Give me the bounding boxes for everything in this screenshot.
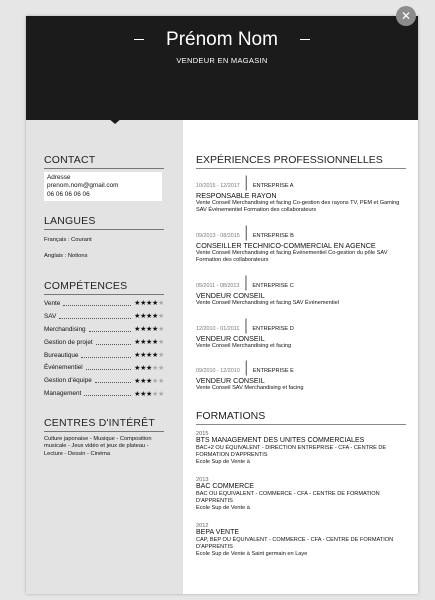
separator: | [239,273,253,291]
skill-label: Gestion d'équipe [44,377,92,385]
experience-item [196,359,406,392]
language-item: Français : Courant [44,237,92,243]
contact-box [44,172,162,201]
skill-rating [134,364,164,372]
section-divider [44,229,164,230]
experiences-title: EXPÉRIENCES PROFESSIONNELLES [196,154,383,166]
sidebar [26,120,183,594]
skill-rating [134,351,164,359]
skill-leader [84,391,131,396]
experience-dates: 09/2013 - 08/2015 [196,232,240,239]
star-filled-icon: ★★★★ [134,352,159,359]
experience-role: VENDEUR CONSEIL [196,333,265,343]
formation-item [196,523,406,558]
skill-leader [81,353,131,358]
experience-role: VENDEUR CONSEIL [196,376,265,386]
skill-label: SAV [44,312,57,320]
skill-row [44,336,164,349]
separator: | [239,174,253,191]
skill-row [44,349,164,362]
formation-school: Ecole Sup de Vente à [196,459,250,466]
skill-label: Gestion de projet [44,338,93,346]
formation-year: 2015 [196,431,209,438]
formation-list [196,431,406,557]
skill-leader [59,314,131,319]
job-title: VENDEUR EN MAGASIN [176,56,268,65]
separator: | [239,359,253,377]
formation-school: Ecole Sup de Vente à Saint germain en Laye [196,550,308,557]
experience-desc: Vente Conseil Merchandising et facing Co-gestion des rayons TV, PEM et Gaming SAV Événementiel Formation des collaborateurs [196,200,400,213]
experience-company: ENTREPRISE C [252,282,294,289]
formation-desc: BAC+2 OU ÉQUIVALENT - DIRECTION ENTREPRISE - CFA - CENTRE DE FORMATION D'APPRENTIS [196,445,387,459]
full-name: Prénom Nom [166,29,278,50]
experience-company: ENTREPRISE A [252,183,294,189]
experience-desc: Vente Conseil SAV Merchandising et facing [196,385,304,392]
experiences-section [196,154,406,392]
experience-item [196,224,406,264]
experience-item [196,274,406,307]
separator: | [239,223,253,241]
section-divider [44,168,164,169]
interests-section [44,417,164,458]
formation-year: 2012 [196,522,209,529]
interests-title: CENTRES D'INTÉRÊT [44,417,155,429]
experience-desc: Vente Conseil Merchandising et facing SAV Événementiel [196,299,339,306]
experience-item [196,317,406,350]
formation-school: Ecole Sup de Vente à [196,504,250,511]
skill-row [44,297,164,310]
skill-label: Vente [44,299,61,307]
skill-rating [134,390,164,398]
experience-dates: 10/2015 - 12/2017 [196,183,240,189]
formation-item [196,431,406,466]
skills-title: COMPÉTENCES [44,280,128,292]
star-empty-icon: ★★ [152,390,164,398]
contact-address: Adresse [47,174,71,181]
experience-company: ENTREPRISE E [252,368,294,375]
section-divider [196,424,406,425]
experience-dates: 12/2010 - 01/2011 [196,325,240,332]
interests-text: Culture japonaise - Musique - Composition musicale - Jeux vidéo et jeux de plateau - Lecture - Dessin - Cinéma [44,436,152,457]
star-empty-icon: ★ [158,313,164,321]
skill-leader [63,301,131,306]
resume-page [26,16,418,594]
skill-row [44,323,164,336]
section-divider [44,431,164,432]
separator: | [239,316,253,334]
skill-row [44,361,164,374]
star-filled-icon: ★★★★ [134,326,159,334]
skill-row [44,310,164,323]
languages-title: LANGUES [44,215,96,227]
skill-label: Merchandising [44,325,86,333]
formations-title: FORMATIONS [196,410,266,423]
experience-role: RESPONSABLE RAYON [196,191,277,200]
experience-list [196,174,406,392]
skill-leader [89,327,132,332]
star-empty-icon: ★★ [152,377,164,385]
skill-rating [134,312,164,320]
experience-dates: 09/2010 - 12/2010 [196,368,240,375]
skill-leader [96,340,131,345]
main-column [196,120,406,558]
section-divider [196,168,406,169]
close-button[interactable]: ✕ [396,6,416,26]
skill-leader [95,378,131,383]
formation-name: BTS MANAGEMENT DES UNITES COMMERCIALES [196,437,365,445]
formation-year: 2013 [196,477,209,484]
star-empty-icon: ★ [158,300,164,308]
language-item: Anglais : Notions [44,253,88,259]
experience-desc: Vente Conseil Merchandising et facing Événementiel Co-gestion du pôle SAV Formation des collaborateurs [196,249,388,263]
contact-email: prenom.nom@gmail.com [47,182,119,190]
name-row [26,28,418,52]
star-filled-icon: ★★★★ [134,300,159,308]
star-filled-icon: ★★★ [134,377,153,385]
star-empty-icon: ★★ [152,364,164,372]
formation-desc: BAC OU ÉQUIVALENT - COMMERCE - CFA - CENTRE DE FORMATION D'APPRENTIS [196,491,380,504]
skill-rating [134,325,164,333]
star-empty-icon: ★ [158,339,164,347]
star-empty-icon: ★ [158,352,164,359]
formation-item [196,477,406,512]
skill-label: Bureautique [44,351,79,359]
languages-section [44,215,164,259]
experience-role: VENDEUR CONSEIL [196,290,265,300]
skill-leader [86,365,131,370]
formation-name: BEPA VENTE [196,528,240,536]
contact-phone: 06 06 06 06 06 [47,190,90,198]
experience-company: ENTREPRISE D [252,325,294,332]
skills-section [44,280,164,400]
section-divider [44,294,164,295]
star-filled-icon: ★★★★ [134,313,159,321]
formations-section [196,410,406,557]
header-notch [108,118,122,124]
resume-header [26,16,418,120]
star-filled-icon: ★★★★ [134,339,159,347]
formation-name: BAC COMMERCE [196,483,254,491]
skill-rating [134,377,164,385]
skill-row [44,387,164,400]
contact-section [44,154,164,201]
experience-item [196,174,406,214]
experience-desc: Vente Conseil Merchandising et facing [196,342,292,349]
skill-label: Événementiel [44,364,83,372]
star-empty-icon: ★ [158,326,164,334]
skills-list [44,297,164,400]
skill-rating [134,338,164,346]
skill-rating [134,299,164,307]
right-dash [300,39,310,40]
experience-role: CONSEILLER TECHNICO-COMMERCIAL EN AGENCE [196,240,376,250]
skill-row [44,374,164,387]
experience-dates: 05/2011 - 08/2013 [196,282,240,289]
skill-label: Management [44,390,82,398]
left-dash [134,39,144,40]
contact-title: CONTACT [44,154,96,166]
experience-company: ENTREPRISE B [252,232,294,239]
formation-desc: CAP, BEP OU ÉQUIVALENT - COMMERCE - CFA - CENTRE DE FORMATION D'APPRENTIS [196,536,394,550]
star-filled-icon: ★★★ [134,364,153,372]
star-filled-icon: ★★★ [134,390,153,398]
